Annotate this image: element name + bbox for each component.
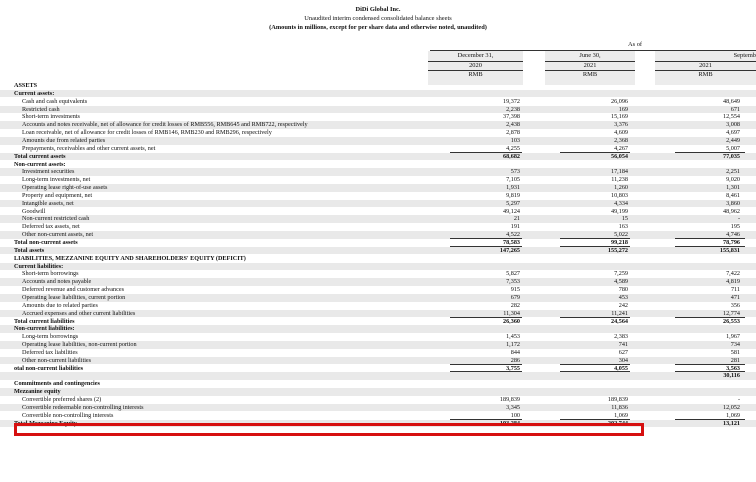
row-value-col1: 915 [510,286,520,294]
row-value-col2: 741 [618,341,628,349]
row-value-col3: 9,020 [726,176,740,184]
row-value-col2: 4,055 [614,364,628,372]
row-label: LIABILITIES, MEZZANINE EQUITY AND SHAREHOLDERS' EQUITY (DEFICIT) [14,254,246,262]
row-value-col3: 4,746 [726,231,740,239]
row-value-col2: 49,199 [610,207,628,215]
row-value-col3: 1,069 [726,411,740,419]
row-label: Cash and cash equivalents [22,97,88,105]
row-label: Loan receivable, net of allowance for credit losses of RMB146, RMB230 and RMB296, respectively [22,129,272,137]
total-rule [675,238,745,239]
row-label: Operating lease liabilities, current portion [22,293,126,301]
row-value-col1: 5,827 [506,270,520,278]
row-value-col3: 26,553 [722,317,740,325]
total-rule [675,152,745,153]
table-row [0,357,756,365]
row-label: Non-current liabilities: [14,325,75,333]
row-value-col2: 627 [618,348,628,356]
row-value-col3: 711 [730,286,740,294]
row-value-col3: 4,819 [726,278,740,286]
row-value-col2: 11,836 [611,403,628,411]
highlight-box [14,423,644,436]
table-row [0,137,756,145]
row-value-col3: 3,008 [726,121,740,129]
table-row [0,412,756,420]
row-value-col3: 581 [730,348,740,356]
total-rule [675,419,745,420]
row-value-col3: 155,831 [719,246,740,254]
row-value-col1: 5,297 [506,199,520,207]
table-row [0,153,756,161]
table-row [0,325,756,333]
row-label: Non-current restricted cash [22,215,90,223]
row-value-col1: 4,255 [506,144,520,152]
row-label: Long-term borrowings [22,333,79,341]
row-value-col3: 1,967 [726,333,740,341]
row-value-col1: 3,755 [506,364,520,372]
row-label: Total assets [14,246,45,254]
row-value-col3: 2,449 [726,136,740,144]
row-value-col3: 30,116 [723,372,740,380]
table-row [0,365,756,373]
row-value-col3: 1,301 [726,184,740,192]
row-value-col2: 453 [618,293,628,301]
row-label: Convertible non-controlling interests [22,411,114,419]
row-value-col2: 2,368 [614,136,628,144]
table-row [0,404,756,412]
row-value-col1: 286 [510,356,520,364]
row-label: Deferred revenue and customer advances [22,286,125,294]
row-label: Accounts and notes receivable, net of allowance for credit losses of RMB556, RMB645 and RMB722, respectively [22,121,308,129]
total-rule [450,419,522,420]
table-row [0,302,756,310]
company-name: DiDi Global Inc. [355,6,401,13]
units-note: (Amounts in millions, except for per share data and otherwise noted, unaudited) [269,24,487,31]
row-value-col3: 281 [730,356,740,364]
col-currency: RMB [655,70,756,80]
row-value-col1: 1,931 [506,184,520,192]
table-row [0,388,756,396]
row-label: Accounts and notes payable [22,278,92,286]
row-value-col3: 13,121 [722,419,740,427]
row-value-col3: 4,697 [726,129,740,137]
table-row [0,176,756,184]
row-value-col2: 1,069 [614,411,628,419]
total-rule [560,238,630,239]
total-rule [560,152,630,153]
row-value-col3: 195 [730,223,740,231]
row-value-col1: 282 [510,301,520,309]
table-row [0,82,756,90]
column-header-jun2021 [545,52,635,80]
row-label: Short-term investments [22,113,80,121]
row-label: Property and equipment, net [22,191,93,199]
row-value-col1: 19,372 [502,97,520,105]
table-row [0,90,756,98]
row-label: Total current liabilities [14,317,75,325]
row-value-col1: 78,583 [502,239,520,246]
row-value-col2: 4,267 [614,144,628,152]
col-year: 2020 [428,61,523,71]
row-value-col1: 2,238 [506,105,520,113]
row-value-col2: 3,376 [614,121,628,129]
table-row [0,333,756,341]
row-value-col3: 3,563 [726,364,740,372]
total-rule [675,317,745,318]
row-value-col1: 189,839 [499,396,520,403]
row-value-col1: 1,453 [506,333,520,341]
row-value-col2: 15 [621,215,628,223]
total-rule [450,238,522,239]
row-value-col2: 189,839 [607,396,628,403]
row-value-col1: 2,878 [506,129,520,137]
row-value-col1: 26,360 [502,317,520,325]
row-value-col1: 21 [513,215,520,223]
table-row [0,161,756,169]
row-value-col3: 12,554 [722,113,740,121]
total-rule [675,246,745,247]
table-row [0,184,756,192]
col-currency: RMB [428,70,523,80]
table-row [0,215,756,223]
row-label: Investment securities [22,168,75,176]
row-value-col2: 780 [618,286,628,294]
row-value-col2: 4,589 [614,278,628,286]
table-row [0,223,756,231]
row-label: Total Mezzanine Equity [14,419,78,427]
row-value-col1: 679 [510,293,520,301]
table-row [0,168,756,176]
row-value-col2: 304 [618,356,628,364]
row-value-col1: 9,819 [506,191,520,199]
row-label: Deferred tax assets, net [22,223,80,231]
row-value-col3: 2,251 [726,168,740,176]
row-value-col1: 49,124 [502,207,520,215]
row-label: Amounts due to related parties [22,301,98,309]
row-label: Accrued expenses and other current liabilities [22,309,136,317]
row-label: Goodwill [22,207,46,215]
row-value-col1: 37,398 [502,113,520,121]
row-value-col3: 3,860 [726,199,740,207]
row-value-col3: 356 [730,301,740,309]
row-value-col2: 4,609 [614,129,628,137]
row-label: Total non-current assets [14,239,78,246]
table-row [0,270,756,278]
row-value-col3: 7,422 [726,270,740,278]
row-value-col3: 8,461 [726,191,740,199]
total-rule [450,364,522,365]
table-row [0,113,756,121]
table-row [0,349,756,357]
table-row [0,372,756,380]
row-value-col2: 163 [618,223,628,231]
row-value-col2: 2,383 [614,333,628,341]
row-value-col3: 671 [730,105,740,113]
table-row [0,396,756,404]
table-row [0,208,756,216]
table-row [0,380,756,388]
row-label: Deferred tax liabilities [22,348,78,356]
row-label: Total current assets [14,152,66,160]
row-value-col1: 11,304 [503,309,520,317]
row-value-col1: 1,172 [506,341,520,349]
row-value-col3: 5,007 [726,144,740,152]
row-value-col2: 24,564 [610,317,628,325]
table-row [0,310,756,318]
row-value-col2: 99,218 [610,239,628,246]
row-label: Restricted cash [22,105,60,113]
total-rule [450,317,522,318]
total-rule [560,317,630,318]
row-value-col1: 3,345 [506,403,520,411]
row-value-col2: 4,334 [614,199,628,207]
row-label: Mezzanine equity [14,388,61,396]
row-value-col1: 4,522 [506,231,520,239]
row-label: Non-current assets: [14,160,66,168]
table-row [0,341,756,349]
row-value-col1: 191 [510,223,520,231]
row-label: Operating lease right-of-use assets [22,184,108,192]
row-label: Current liabilities: [14,262,64,270]
total-rule [675,364,745,365]
row-value-col1: 103 [510,136,520,144]
row-value-col3: 77,035 [722,152,740,160]
as-of-label: As of [628,41,643,48]
row-label: Current assets: [14,89,55,97]
row-value-col3: 48,962 [722,207,740,215]
col-year: 2021 [655,61,756,71]
row-label: Other non-current assets, net [22,231,94,239]
row-value-col1: 147,265 [499,246,520,254]
row-value-col2: 15,169 [610,113,628,121]
table-row [0,145,756,153]
row-value-col2: 26,096 [610,97,628,105]
column-header-sep2021 [655,52,756,80]
row-value-col3: 48,649 [722,97,740,105]
total-rule [560,419,630,420]
table-row [0,247,756,255]
row-value-col2: 7,259 [614,270,628,278]
table-row [0,294,756,302]
row-value-col2: 10,803 [610,191,628,199]
row-value-col2: 11,238 [611,176,628,184]
col-year: 2021 [545,61,635,71]
table-row [0,98,756,106]
row-value-col3: - [737,215,740,223]
row-label: Convertible preferred shares (2) [22,396,102,403]
row-label: Long-term investments, net [22,176,91,184]
table-row [0,129,756,137]
row-value-col2: 202,744 [607,419,628,427]
row-value-col3: 471 [730,293,740,301]
row-value-col2: 155,272 [607,246,628,254]
table-row [0,255,756,263]
row-label: Short-term borrowings [22,270,79,278]
row-label: Operating lease liabilities, non-current portion [22,341,137,349]
row-value-col1: 7,353 [506,278,520,286]
row-value-col3: - [737,396,740,403]
table-row [0,231,756,239]
col-date: December 31, [457,52,494,59]
row-value-col2: 5,022 [614,231,628,239]
total-rule [560,246,630,247]
row-value-col3: 12,052 [722,403,740,411]
row-value-col1: 573 [510,168,520,176]
row-label: Convertible redeemable non-controlling interests [22,403,144,411]
column-header-dec2020 [428,52,523,80]
row-value-col1: 2,438 [506,121,520,129]
table-row [0,192,756,200]
row-value-col2: 56,054 [610,152,628,160]
row-value-col2: 17,184 [610,168,628,176]
row-label: Commitments and contingencies [14,380,100,388]
statement-title: Unaudited interim condensed consolidated balance sheets [304,15,452,22]
col-date: June 30, [579,52,601,59]
total-rule [450,371,522,372]
row-value-col2: 1,260 [614,184,628,192]
row-value-col3: 78,796 [722,239,740,246]
row-value-col1: 100 [510,411,520,419]
row-label: ASSETS [14,82,38,89]
row-label: otal non-current liabilities [14,364,83,372]
row-value-col2: 11,241 [611,309,628,317]
table-row [0,278,756,286]
table-row [0,263,756,271]
row-label: Intangible assets, net [22,199,74,207]
row-label: Amounts due from related parties [22,136,106,144]
table-row [0,286,756,294]
total-rule [560,371,630,372]
row-value-col1: 193,284 [499,419,520,427]
table-row [0,239,756,247]
table-row [0,200,756,208]
total-rule [675,371,745,372]
row-label: Prepayments, receivables and other current assets, net [22,144,156,152]
table-row [0,318,756,326]
table-row [0,121,756,129]
col-currency: RMB [545,70,635,80]
row-value-col1: 7,105 [506,176,520,184]
total-rule [560,364,630,365]
row-value-col2: 169 [618,105,628,113]
row-label: Other non-current liabilities [22,356,92,364]
row-value-col3: 12,774 [722,309,740,317]
col-date: Septemb [733,52,756,59]
row-value-col2: 242 [618,301,628,309]
row-value-col1: 844 [510,348,520,356]
row-value-col1: 68,682 [502,152,520,160]
row-value-col3: 734 [730,341,740,349]
table-row [0,106,756,114]
total-rule [450,246,522,247]
total-rule [450,152,522,153]
